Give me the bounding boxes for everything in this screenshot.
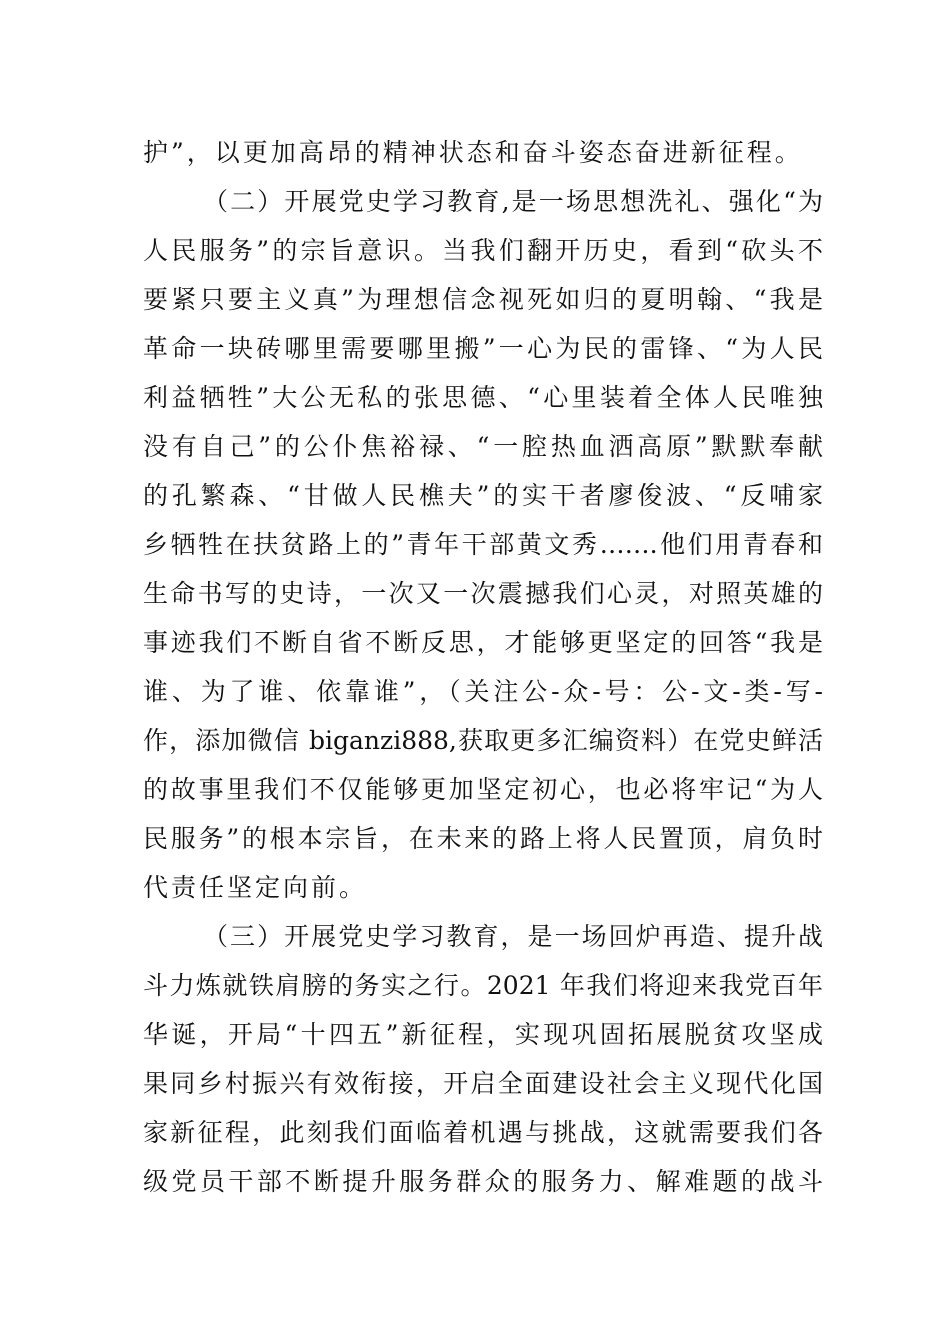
text-line: 斗力炼就铁肩膀的务实之行。2021 年我们将迎来我党百年 — [143, 971, 823, 1000]
text-line: 要紧只要主义真”为理想信念视死如归的夏明翰、“我是 — [143, 285, 823, 314]
text-line: 作，添加微信 biganzi888,获取更多汇编资料）在党史鲜活 — [143, 726, 823, 755]
text-line: 事迹我们不断自省不断反思，才能够更坚定的回答“我是 — [143, 628, 823, 657]
text-line: 人民服务”的宗旨意识。当我们翻开历史，看到“砍头不 — [143, 236, 823, 265]
text-line: （二）开展党史学习教育,是一场思想洗礼、强化“为 — [203, 187, 823, 216]
text-line: 果同乡村振兴有效衔接，开启全面建设社会主义现代化国 — [143, 1069, 823, 1098]
text-line: 生命书写的史诗，一次又一次震撼我们心灵，对照英雄的 — [143, 579, 823, 608]
text-line: 利益牺牲”大公无私的张思德、“心里装着全体人民唯独 — [143, 383, 823, 412]
text-line: 的孔繁森、“甘做人民樵夫”的实干者廖俊波、“反哺家 — [143, 481, 823, 510]
text-line: 谁、为了谁、依靠谁”，（关注公-众-号：公-文-类-写- — [143, 677, 823, 706]
text-line: （三）开展党史学习教育，是一场回炉再造、提升战 — [203, 922, 823, 951]
text-line: 代责任坚定向前。 — [143, 873, 368, 902]
text-line: 民服务”的根本宗旨，在未来的路上将人民置顶，肩负时 — [143, 824, 823, 853]
text-line: 乡牺牲在扶贫路上的”青年干部黄文秀…….他们用青春和 — [143, 530, 823, 559]
text-line: 的故事里我们不仅能够更加坚定初心，也必将牢记“为人 — [143, 775, 823, 804]
text-line: 华诞，开局“十四五”新征程，实现巩固拓展脱贫攻坚成 — [143, 1020, 823, 1049]
text-line: 没有自己”的公仆焦裕禄、“一腔热血洒高原”默默奉献 — [143, 432, 823, 461]
text-line: 家新征程，此刻我们面临着机遇与挑战，这就需要我们各 — [143, 1118, 823, 1147]
body-text — [143, 128, 823, 1206]
text-line: 护”，以更加高昂的精神状态和奋斗姿态奋进新征程。 — [143, 138, 803, 167]
text-line: 革命一块砖哪里需要哪里搬”一心为民的雷锋、“为人民 — [143, 334, 823, 363]
text-line: 级党员干部不断提升服务群众的服务力、解难题的战斗 — [143, 1167, 823, 1196]
